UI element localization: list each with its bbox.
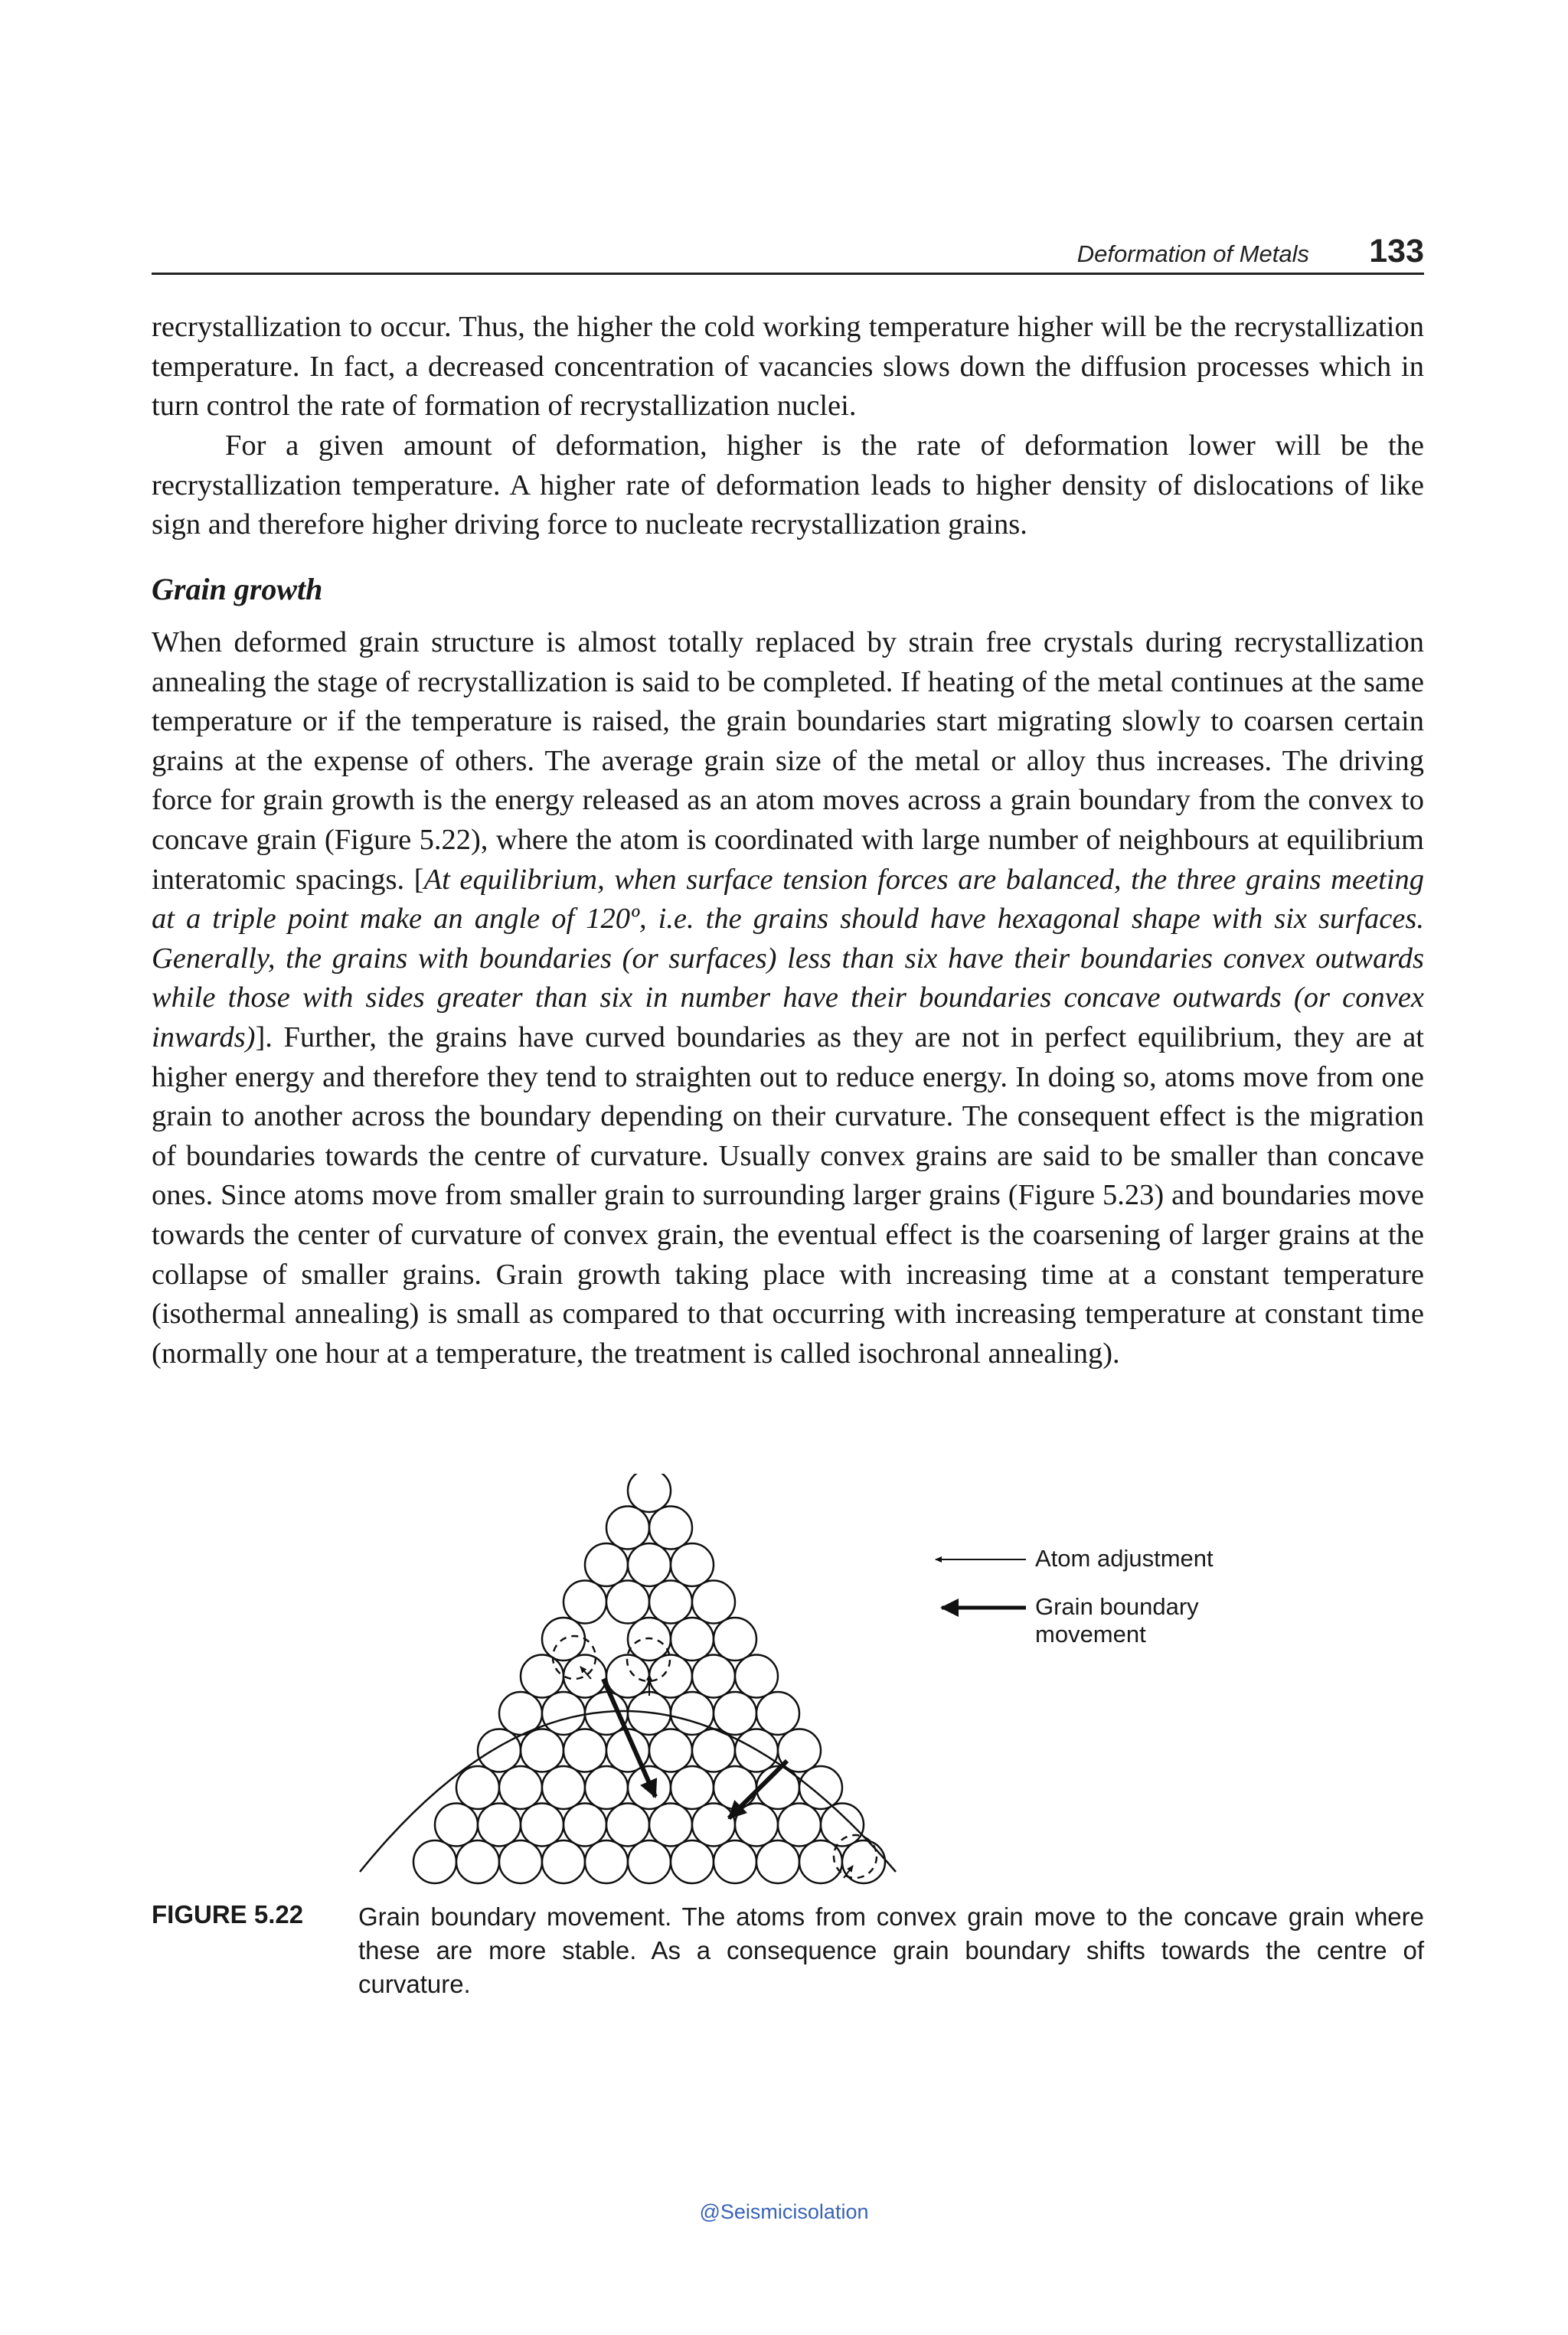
atom [671, 1618, 714, 1661]
atom [521, 1804, 564, 1847]
atom [671, 1840, 714, 1883]
atom [649, 1581, 692, 1624]
atom [692, 1655, 735, 1698]
atom [649, 1729, 692, 1772]
atom [564, 1655, 606, 1698]
atom [521, 1729, 564, 1772]
atom [714, 1618, 756, 1661]
paragraph-3 [152, 623, 1424, 1373]
atom [714, 1692, 756, 1735]
legend-boundary-line-1: Grain boundary [1035, 1593, 1199, 1620]
figure-5-22 [337, 1474, 1240, 1902]
legend-boundary-line-2: movement [1035, 1621, 1146, 1648]
atom [692, 1581, 735, 1624]
page-number: 133 [1369, 233, 1424, 269]
atom [714, 1766, 756, 1809]
atom [756, 1692, 799, 1735]
atom [606, 1507, 649, 1550]
atom [542, 1692, 585, 1735]
atom [606, 1581, 649, 1624]
atom [542, 1766, 585, 1809]
atom [499, 1840, 542, 1883]
atom [564, 1581, 606, 1624]
atom [671, 1543, 714, 1586]
atom [671, 1692, 714, 1735]
watermark: @Seismicisolation [699, 2200, 869, 2223]
section-heading: Grain growth [152, 572, 323, 606]
atom [478, 1729, 521, 1772]
atom [585, 1543, 628, 1586]
atom [564, 1804, 606, 1847]
atom [564, 1729, 606, 1772]
grain-boundary-diagram [337, 1474, 1240, 1902]
atom [735, 1655, 778, 1698]
atom [585, 1766, 628, 1809]
atom [521, 1655, 564, 1698]
atom [456, 1840, 499, 1883]
atom [714, 1840, 756, 1883]
atom [649, 1507, 692, 1550]
atom [542, 1840, 585, 1883]
atom [799, 1766, 842, 1809]
atom [456, 1766, 499, 1809]
figure-caption-text: Grain boundary movement. The atoms from convex grain move to the concave grain where these are more stable. As a consequence grain boundary shifts towards the centre of curvature. [358, 1902, 1424, 1998]
running-header [152, 230, 1424, 275]
atom [585, 1840, 628, 1883]
paragraph-3-italic: At equilibrium, when surface tension forces are balanced, the three grains meeting at a triple point make an angle of 120º, i.e. the grains should have hexagonal shape with six surfaces. Generally, the grains with boundaries (or surfaces) less than six have their boundaries convex outwards while those with sides greater than six in number have their boundaries concave outwards (or convex inwards) [152, 863, 1424, 1053]
legend-atom-adjustment: Atom adjustment [1035, 1545, 1214, 1572]
atom [778, 1804, 821, 1847]
atom [606, 1804, 649, 1847]
running-title: Deformation of Metals [1076, 240, 1309, 267]
atom [499, 1766, 542, 1809]
paragraph-2: For a given amount of deformation, higher is the rate of deformation lower will be the recrystallization temperature. A higher rate of deformation leads to higher density of dislocations of like sign and therefore higher driving force to nucleate recrystallization grains. [152, 429, 1424, 541]
paragraph-3-part-b: ]. Further, the grains have curved boundaries as they are not in perfect equilibrium, they are at higher energy and therefore they tend to straighten out to reduce energy. In doing so, atoms move from one grain to another across the boundary depending on their curvature. The consequent effect is the migration of boundaries towards the centre of curvature. Usually convex grains are said to be smaller than concave ones. Since atoms move from smaller grain to surrounding larger grains (Figure 5.23) and boundaries move towards the center of curvature of convex grain, the eventual effect is the coarsening of larger grains at the collapse of smaller grains. Grain growth taking place with increasing time at a constant temperature (isothermal annealing) is small as compared to that occurring with increasing temperature at constant time (normally one hour at a temperature, the treatment is called isochronal annealing). [152, 1021, 1424, 1370]
paragraph-3-part-a: When deformed grain structure is almost totally replaced by strain free crystals during recrystallization annealing the stage of recrystallization is said to be completed. If heating of the metal continues at the same temperature or if the temperature is raised, the grain boundaries start migrating slowly to coarsen certain grains at the expense of others. The average grain size of the metal or alloy thus increases. The driving force for grain growth is the energy released as an atom moves across a grain boundary from the convex to concave grain (Figure 5.22), where the atom is coordinated with large number of neighbours at equilibrium interatomic spacings. [ [152, 626, 1424, 896]
atom [756, 1840, 799, 1883]
atom [671, 1766, 714, 1809]
atom [692, 1804, 735, 1847]
atom [435, 1804, 478, 1847]
atom [478, 1804, 521, 1847]
paragraph-1: recrystallization to occur. Thus, the higher the cold working temperature higher will be the recrystallization temperature. In fact, a decreased concentration of vacancies slows down the diffusion processes which in turn control the rate of formation of recrystallization nuclei. [152, 311, 1424, 423]
atom [649, 1804, 692, 1847]
figure-caption-label: FIGURE 5.22 [152, 1900, 304, 1928]
atom [413, 1840, 456, 1883]
atom [628, 1840, 671, 1883]
atom [735, 1804, 778, 1847]
atom [628, 1543, 671, 1586]
